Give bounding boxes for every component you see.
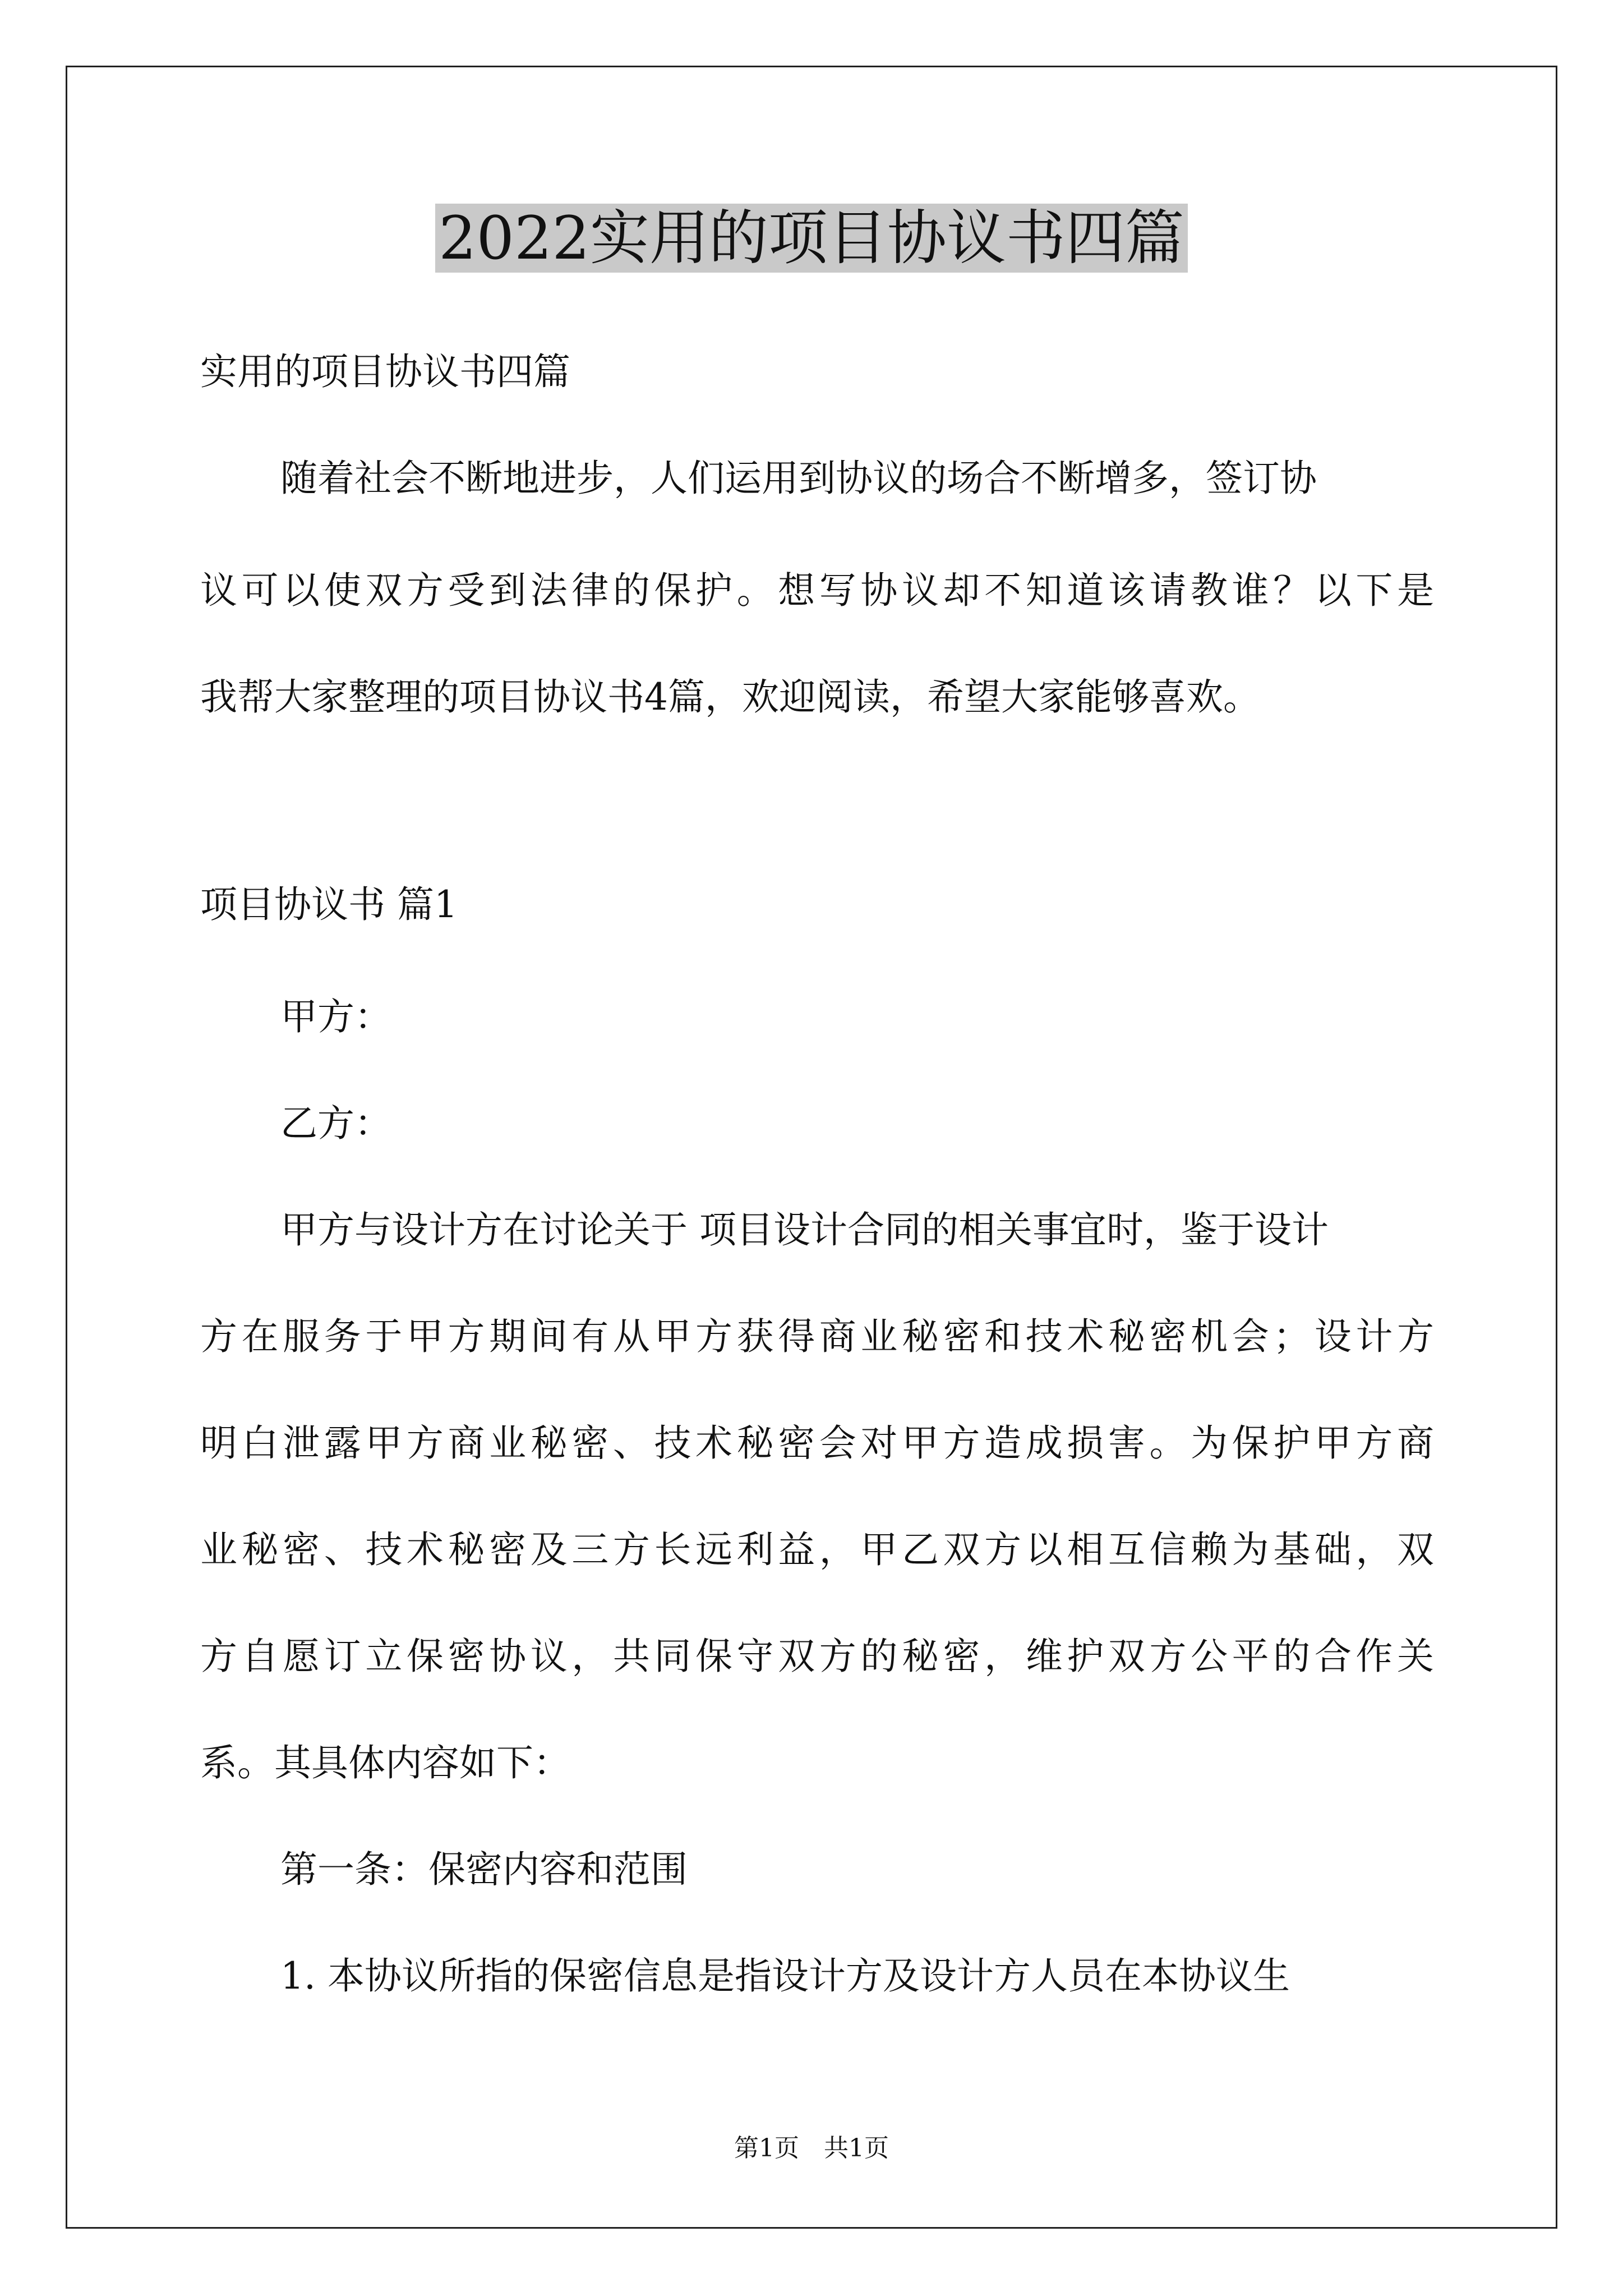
document-title: [0, 202, 1623, 275]
body-line-5: 方自愿订立保密协议，共同保守双方的秘密，维护双方公平的合作关: [200, 1635, 1434, 1678]
page-number-total: 共1页: [824, 2134, 889, 2162]
body-line-4: 业秘密、技术秘密及三方长远利益，甲乙双方以相互信赖为基础，双: [200, 1528, 1434, 1571]
section-heading: 项目协议书 篇1: [200, 883, 458, 926]
intro-line-2: 议可以使双方受到法律的保护。想写协议却不知道该请教谁？以下是: [200, 569, 1434, 612]
body-line-1: 甲方与设计方在讨论关于 项目设计合同的相关事宜时，鉴于设计: [280, 1208, 1329, 1251]
body-line-3: 明白泄露甲方商业秘密、技术秘密会对甲方造成损害。为保护甲方商: [200, 1421, 1434, 1465]
body-line-6: 系。其具体内容如下：: [200, 1741, 570, 1784]
document-title-text: 2022实用的项目协议书四篇: [435, 204, 1188, 273]
party-a-label: 甲方：: [280, 995, 391, 1038]
clause-1: 1. 本协议所指的保密信息是指设计方及设计方人员在本协议生: [280, 1954, 1290, 1998]
page-footer: [0, 2132, 1623, 2165]
intro-line-1: 随着社会不断地进步，人们运用到协议的场合不断增多，签订协: [280, 457, 1317, 500]
article-1-heading: 第一条：保密内容和范围: [280, 1848, 688, 1891]
party-b-label: 乙方：: [280, 1102, 391, 1145]
intro-line-3: 我帮大家整理的项目协议书4篇，欢迎阅读，希望大家能够喜欢。: [200, 675, 1260, 719]
page-number-current: 第1页: [734, 2134, 799, 2162]
body-line-2: 方在服务于甲方期间有从甲方获得商业秘密和技术秘密机会；设计方: [200, 1315, 1434, 1358]
document-subtitle: 实用的项目协议书四篇: [200, 350, 570, 393]
